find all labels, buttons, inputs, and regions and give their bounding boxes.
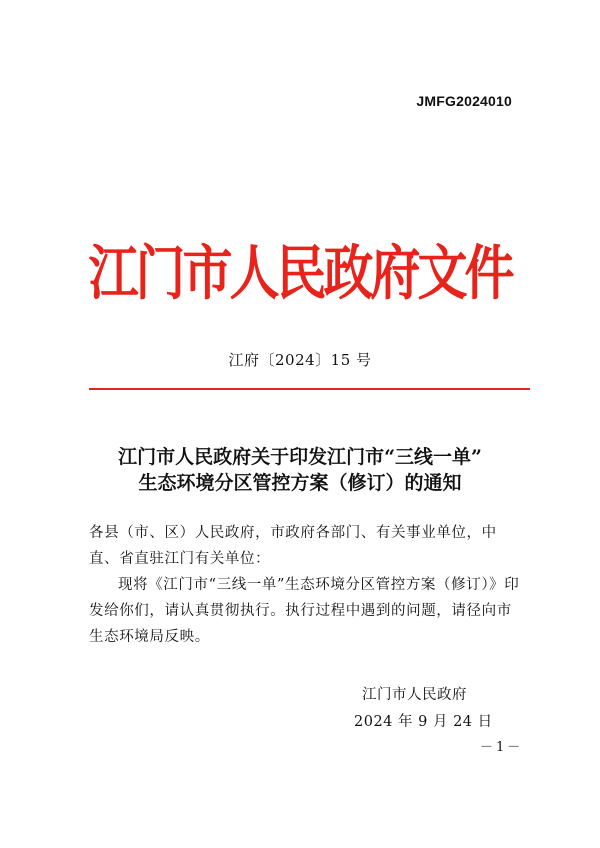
notice-body	[89, 520, 525, 650]
notice-title-line-2: 生态环境分区管控方案（修订）的通知	[138, 472, 462, 494]
notice-title	[0, 444, 600, 496]
red-separator-line	[89, 388, 530, 390]
document-number: 江府〔2024〕15 号	[228, 351, 372, 369]
page-number: －1－	[480, 740, 524, 755]
document-code: JMFG2024010	[416, 93, 512, 109]
signature-organization: 江门市人民政府	[362, 687, 467, 703]
notice-title-line-1: 江门市人民政府关于印发江门市“三线一单”	[118, 446, 482, 468]
salutation: 各县（市、区）人民政府，市政府各部门、有关事业单位，中直、省直驻江门有关单位：	[89, 525, 497, 567]
document-masthead: 江门市人民政府文件	[88, 238, 512, 308]
signature-date: 2024 年 9 月 24 日	[354, 714, 493, 730]
body-paragraph: 现将《江门市“三线一单”生态环境分区管控方案（修订）》印发给你们，请认真贯彻执行。执行过程中遇到的问题，请径向市生态环境局反映。	[89, 577, 520, 645]
